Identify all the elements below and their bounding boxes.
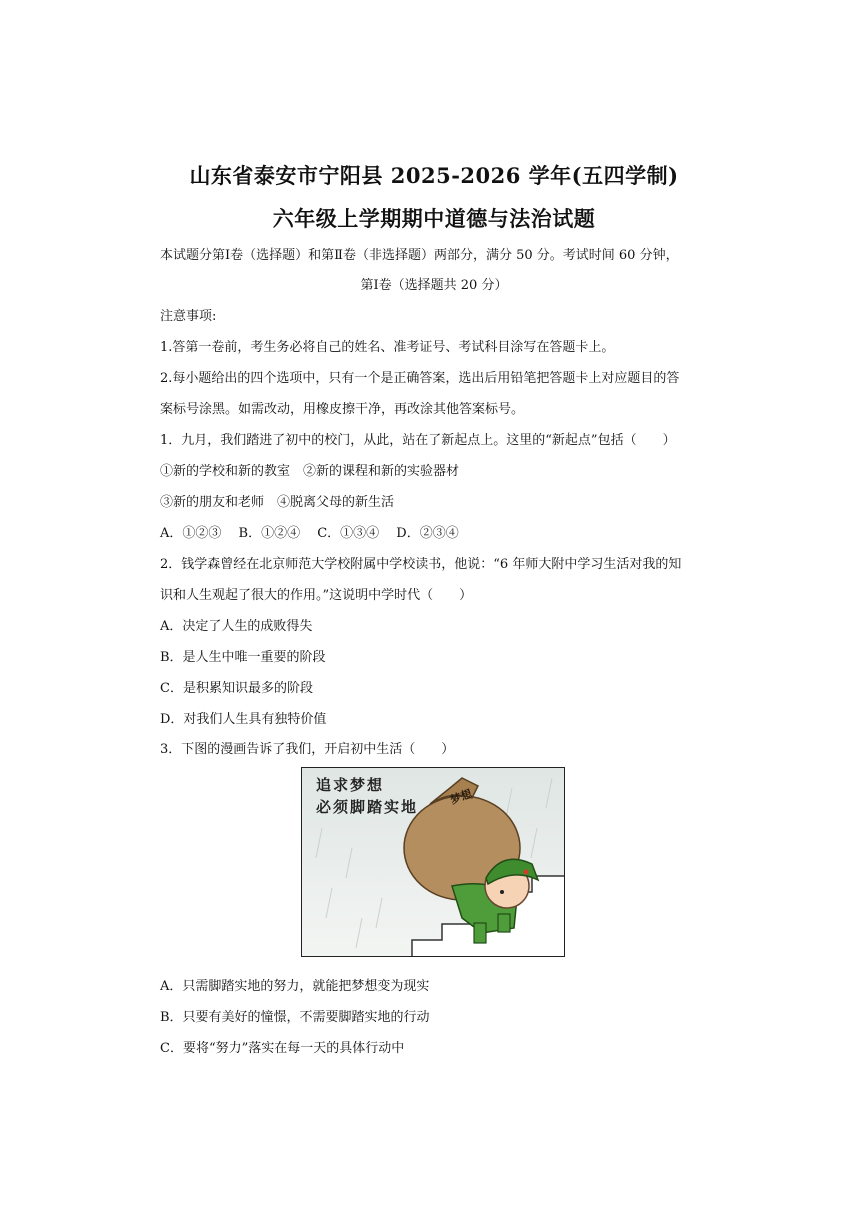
cap-star xyxy=(524,870,529,875)
cartoon-illustration xyxy=(302,768,565,957)
question-2-stem-line2: 识和人生观起了很大的作用。”这说明中学时代（ ） xyxy=(160,588,473,603)
exam-title-line2: 六年级上学期期中道德与法治试题 xyxy=(272,206,596,231)
question-1-choices: A．①②③ B．①②④ C．①③④ D．②③④ xyxy=(160,526,459,541)
question-2-stem-line1: 2．钱学森曾经在北京师范大学校附属中学校读书，他说：“6 年师大附中学习生活对我的知 xyxy=(160,557,682,572)
intro-line1: 本试题分第Ⅰ卷（选择题）和第Ⅱ卷（非选择题）两部分，满分 50 分。考试时间 60 分钟， xyxy=(160,248,679,263)
exam-title-line1: 山东省泰安市宁阳县 2025-2026 学年(五四学制) xyxy=(189,163,679,188)
question-1-stem: 1．九月，我们踏进了初中的校门，从此，站在了新起点上。这里的“新起点”包括（ ） xyxy=(160,433,676,448)
question-2-option-a: A．决定了人生的成败得失 xyxy=(160,619,313,634)
notes-item-2-line1: 2.每小题给出的四个选项中，只有一个是正确答案，选出后用铅笔把答题卡上对应题目的答 xyxy=(160,371,680,386)
sack-label: 梦想 xyxy=(448,787,474,807)
character-eye xyxy=(500,890,504,894)
notes-item-2-line2: 案标号涂黑。如需改动，用橡皮擦干净，再改涂其他答案标号。 xyxy=(160,402,525,417)
question-3-option-b: B．只要有美好的憧憬，不需要脚踏实地的行动 xyxy=(160,1010,430,1025)
cartoon-figure xyxy=(301,767,565,957)
question-1-options-line2: ③新的朋友和老师 ④脱离父母的新生活 xyxy=(160,495,395,510)
question-3-option-c: C．要将“努力”落实在每一天的具体行动中 xyxy=(160,1041,405,1056)
character-leg-left xyxy=(474,923,486,943)
notes-heading: 注意事项: xyxy=(160,309,217,324)
intro-line2: 第Ⅰ卷（选择题共 20 分） xyxy=(360,278,508,293)
question-1-options-line1: ①新的学校和新的教室 ②新的课程和新的实验器材 xyxy=(160,464,460,479)
question-2-option-c: C．是积累知识最多的阶段 xyxy=(160,681,313,696)
question-3-option-a: A．只需脚踏实地的努力，就能把梦想变为现实 xyxy=(160,979,430,994)
cartoon-caption-line1: 追求梦想 xyxy=(316,776,385,794)
question-2-option-d: D．对我们人生具有独特价值 xyxy=(160,712,327,727)
cartoon-caption-line2: 必须脚踏实地 xyxy=(316,798,419,816)
character-leg-right xyxy=(498,914,510,932)
notes-item-1: 1.答第一卷前，考生务必将自己的姓名、准考证号、考试科目涂写在答题卡上。 xyxy=(160,340,615,355)
question-3-stem: 3．下图的漫画告诉了我们，开启初中生活（ ） xyxy=(160,742,455,757)
question-2-option-b: B．是人生中唯一重要的阶段 xyxy=(160,650,326,665)
